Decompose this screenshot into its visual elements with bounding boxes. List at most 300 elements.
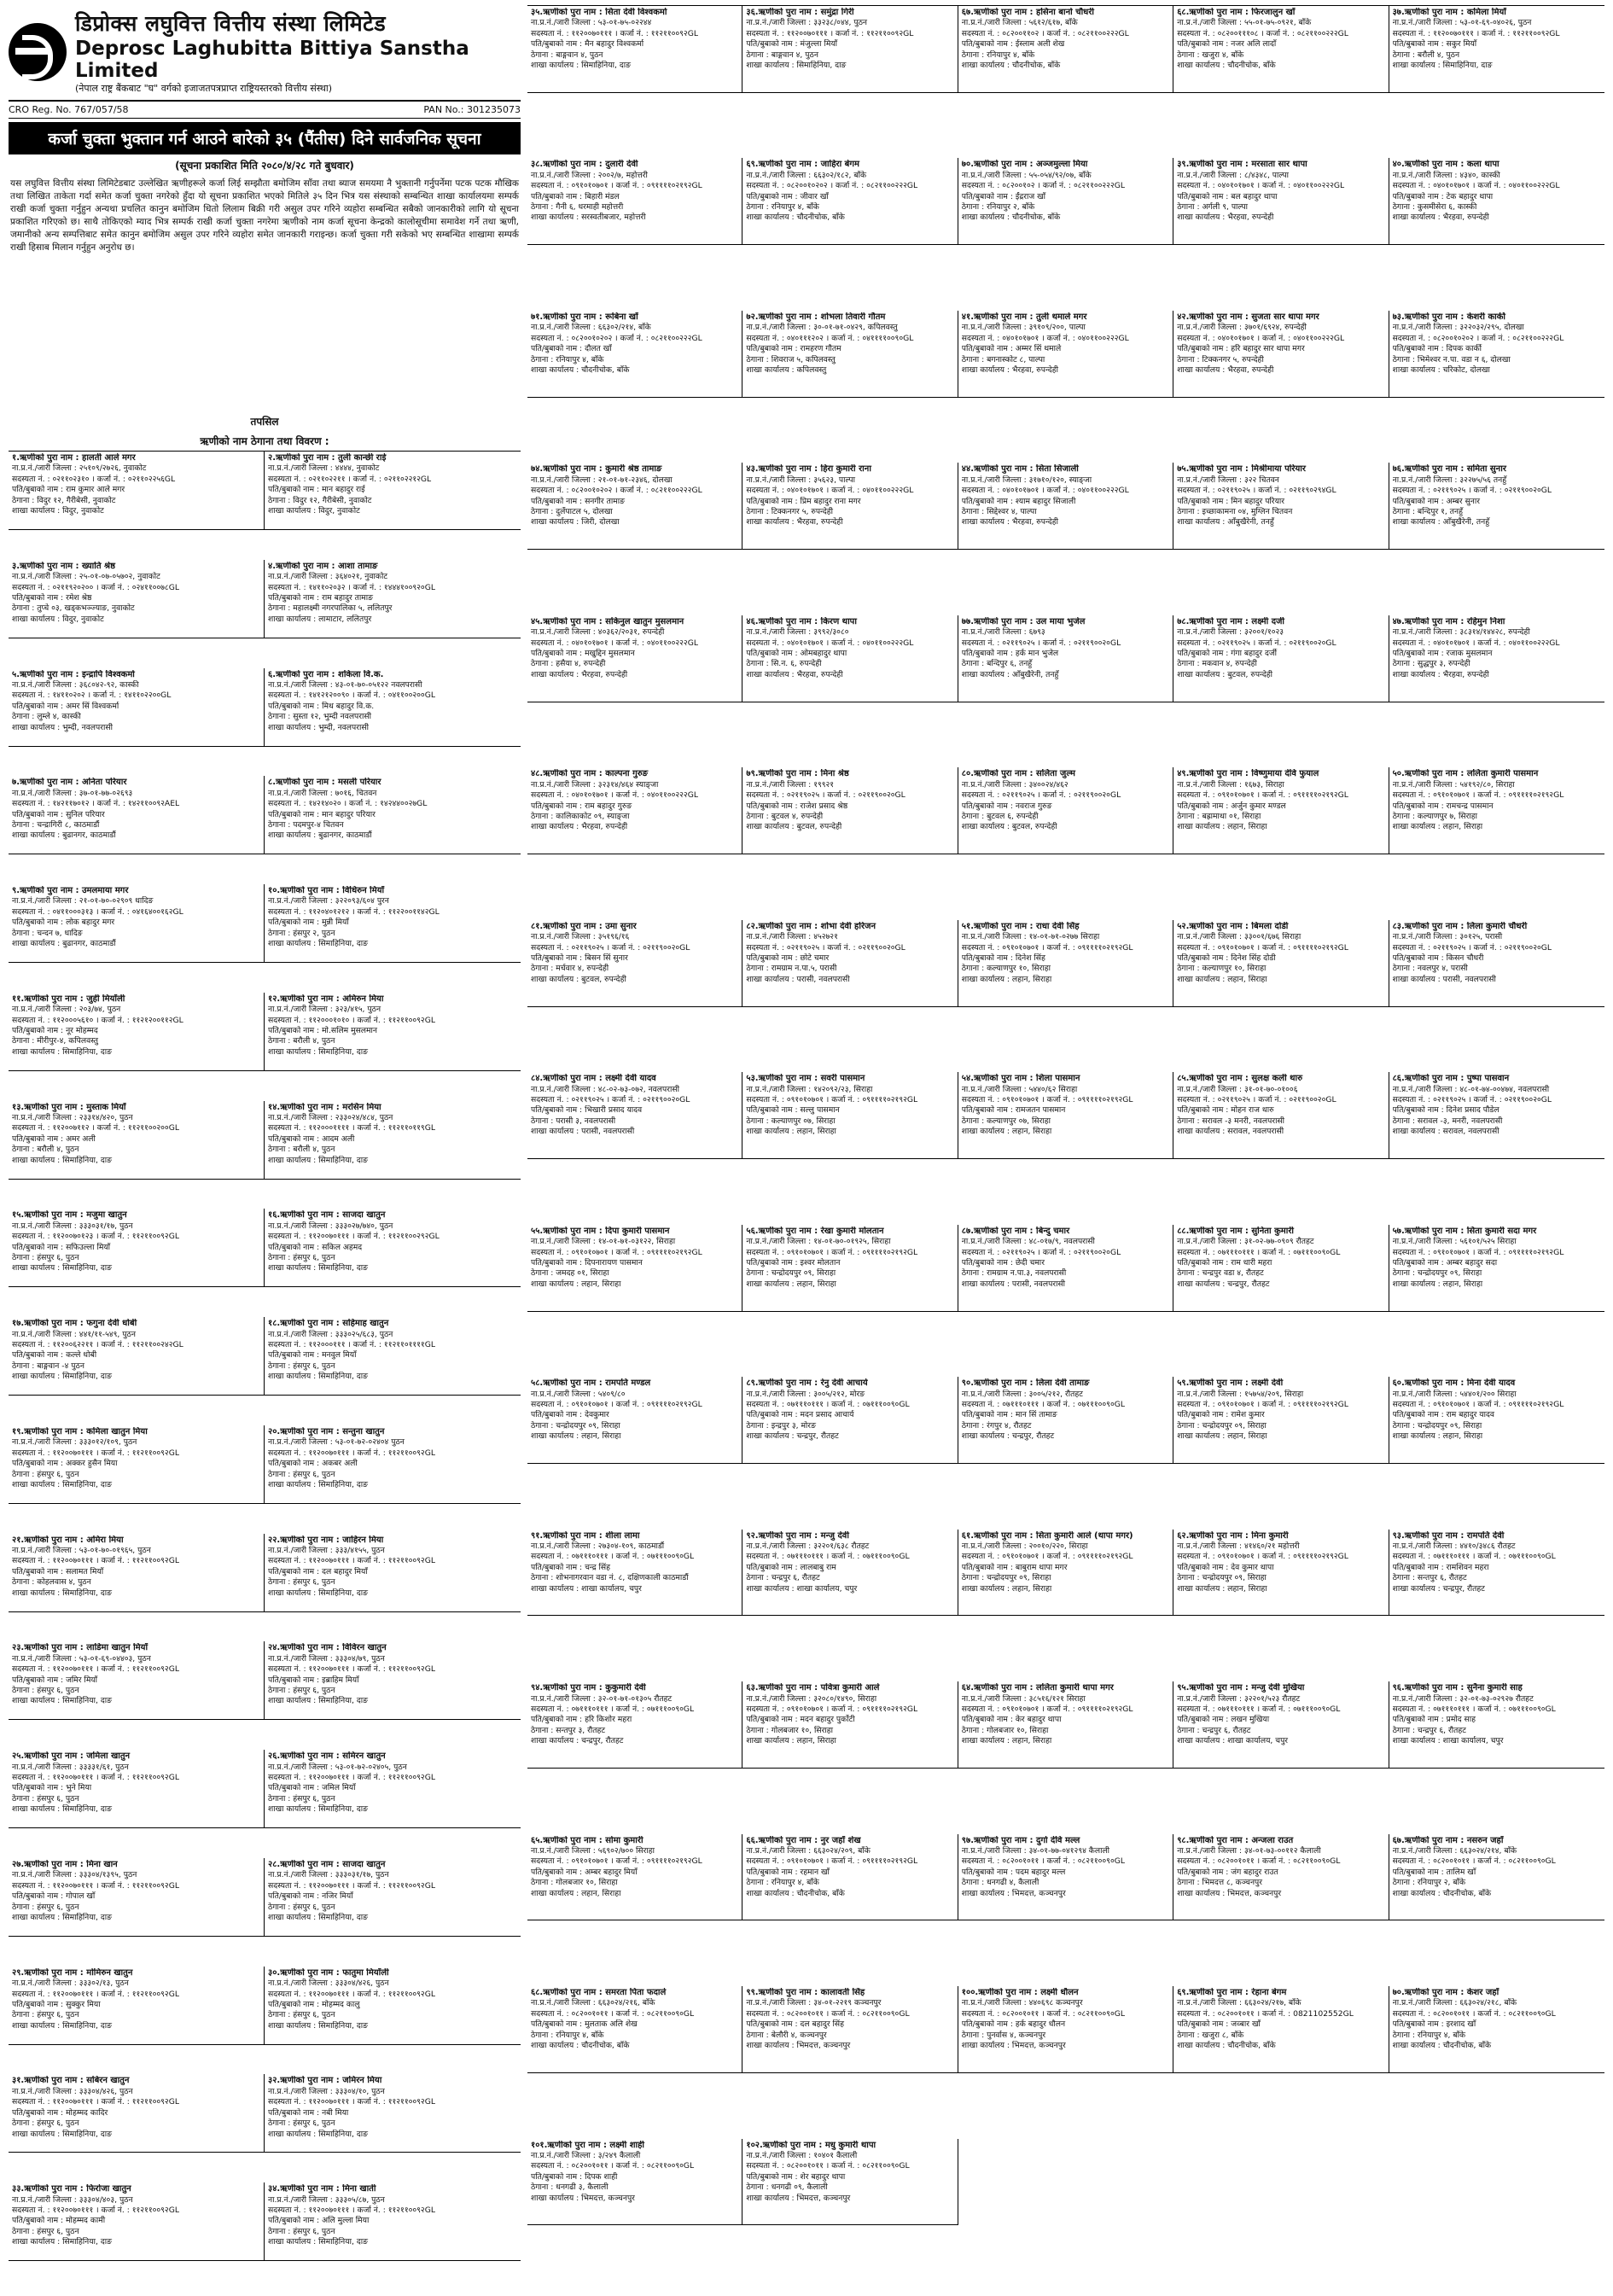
borrower-guardian: पति/बुबाको नाम : अलि मुल्ला मिया — [268, 2216, 370, 2226]
borrower-address2: ठेगाना : सि.न. ६, रुपन्देही — [746, 659, 822, 669]
borrower-office: शाखा कार्यालय : लहान, सिराहा — [531, 1888, 621, 1898]
borrower-address2: ठेगाना : रामग्राम न.पा.५, परासी — [746, 964, 837, 974]
borrower-name: ६८.ऋणीको पुरा नाम : फिरजालुन खाँ — [1177, 8, 1296, 17]
borrower-address2: ठेगाना : बन्दिपुर १, तनहुँ — [1392, 507, 1463, 516]
borrower-office: शाखा कार्यालय : सिमाहिनिया, दाङ — [12, 2129, 112, 2139]
borrower-address2: ठेगाना : अर्गली ९, पाल्पा — [1177, 202, 1248, 213]
borrower-entry — [9, 884, 265, 963]
borrower-address2: ठेगाना : चन्द्रोदयपुर ०९, सिराहा — [1392, 1420, 1482, 1431]
borrower-account: सदस्यता नं. : ०२११९०२५ । कर्जा नं. : ०२११९००२०GL — [961, 638, 1121, 648]
borrower-office: शाखा कार्यालय : सिमाहिनिया, दाङ — [531, 61, 631, 71]
borrower-guardian: पति/बुबाको नाम : देवकुमार — [531, 1410, 609, 1420]
borrower-address: ना.प्र.नं./जारी जिल्ला : ३०१२५, परासी — [1392, 932, 1503, 942]
borrower-name: ७०.ऋणीको पुरा नाम : केशर जहाँ — [1392, 1988, 1499, 1998]
borrower-office: शाखा कार्यालय : जिरी, दोलखा — [531, 517, 620, 527]
borrower-address: ना.प्र.नं./जारी जिल्ला : ३९९२/३०८० — [746, 627, 849, 638]
borrower-guardian: पति/बुबाको नाम : जंग बहादुर राउत — [1177, 1867, 1278, 1877]
borrower-account: सदस्यता नं. : ११२००७०१११ । कर्जा नं. : ११२११००९२GL — [746, 28, 914, 38]
borrower-address: ना.प्र.नं./जारी जिल्ला : ३२३१४/४६४ स्याङ्जा — [531, 779, 659, 790]
borrower-entry — [742, 463, 958, 550]
borrower-name: ३०.ऋणीको पुरा नाम : फातुमा मियाँली — [268, 1967, 389, 1978]
borrower-account: सदस्यता नं. : ०४०१०१७०१ । कर्जा नं. : ०४०११००२२२GL — [531, 638, 698, 648]
borrower-address: ना.प्र.नं./जारी जिल्ला : ३३३०२७/७४०, पुठन — [268, 1221, 393, 1231]
borrower-address: ना.प्र.नं./जारी जिल्ला : २५-०१-०७-०५७०२, नुवाकोट — [12, 572, 160, 582]
borrower-entry — [1389, 767, 1604, 854]
borrower-office: शाखा कार्यालय : सिमाहिनिया, दाङ — [12, 2237, 112, 2247]
borrower-account: सदस्यता नं. : ०४०१०१७०१ । कर्जा नं. : ०४०११००२२२GL — [746, 486, 914, 496]
borrower-guardian: पति/बुबाको नाम : बिसन सिं सुनार — [531, 953, 628, 963]
borrower-guardian: पति/बुबाको नाम : श्याम बहादुर सिजाली — [961, 496, 1076, 506]
borrower-guardian: पति/बुबाको नाम : ईंद्रराज खाँ — [961, 191, 1046, 201]
borrower-name: २२.ऋणीको पुरा नाम : जाहिरन मिया — [268, 1535, 384, 1545]
borrower-guardian: पति/बुबाको नाम : टेक बहादुर थापा — [1392, 191, 1494, 201]
borrower-account: सदस्यता नं. : ०२११९०२५ । कर्जा नं. : ०२११९००२०GL — [961, 1247, 1121, 1257]
borrower-guardian: पति/बुबाको नाम : नूर मोहम्मद — [12, 1026, 98, 1036]
borrower-name: ७३.ऋणीको पुरा नाम : केशरी कार्की — [1392, 312, 1505, 322]
borrower-entry — [742, 1834, 958, 1921]
registration-row — [9, 102, 521, 119]
borrower-address2: ठेगाना : बरौली ४, पुठन — [12, 1145, 79, 1155]
borrower-account: सदस्यता नं. : ०२११९०२५ । कर्जा नं. : ०२११९००२०GL — [1177, 1095, 1336, 1105]
borrower-address2: ठेगाना : शिवराज ५, कपिलवस्तु — [746, 354, 836, 364]
borrower-entry — [527, 615, 742, 702]
borrower-entry — [527, 1834, 742, 1921]
borrower-address2: ठेगाना : सुस्ता १२, भुम्दी नवलपरासी — [268, 712, 371, 722]
borrower-account: सदस्यता नं. : १४११०२०२ । कर्जा नं. : १४११०२२००GL — [12, 691, 172, 701]
borrower-office: शाखा कार्यालय : लहान, सिराहा — [1177, 974, 1267, 984]
borrower-name: ५०.ऋणीको पुरा नाम : ललिता कुमारी पासमान — [1392, 769, 1539, 779]
borrower-office: शाखा कार्यालय : सिमाहिनिया, दाङ — [268, 1696, 368, 1706]
borrower-address2: ठेगाना : बन्दिपुर ६, तनहुँ — [961, 659, 1033, 669]
borrower-address2: ठेगाना : धनगढी ०९, कैलाली — [746, 2182, 828, 2193]
borrower-entry — [1173, 1072, 1389, 1159]
borrower-guardian: पति/बुबाको नाम : इरशाद खाँ — [1392, 2019, 1476, 2030]
borrower-guardian: पति/बुबाको नाम : रामहरण गौतम — [746, 344, 841, 354]
borrower-office: शाखा कार्यालय : बुटवल, रुपन्देही — [531, 974, 626, 984]
borrower-address2: ठेगाना : दुर्लेपाटल ५, दोलखा — [531, 507, 613, 516]
borrower-guardian: पति/बुबाको नाम : अम्मर सिं थमाले — [961, 344, 1062, 354]
borrower-address: ना.प्र.नं./जारी जिल्ला : ५४४०/६२ सिराहा — [961, 1084, 1078, 1094]
borrower-account: सदस्यता नं. : ११२०००१११ । कर्जा नं. : ११२११०११११GL — [268, 1339, 435, 1349]
borrower-entry — [527, 2139, 742, 2226]
right-borrower-grid — [527, 5, 1604, 2291]
borrower-name: ८६.ऋणीको पुरा नाम : पुष्पा पासवान — [1392, 1074, 1510, 1084]
borrower-address: ना.प्र.नं./जारी जिल्ला : ५६१०१/५२५ सिराहा — [1392, 1237, 1517, 1247]
borrower-guardian: पति/बुबाको नाम : चन्द्र सिंह — [531, 1562, 611, 1572]
borrower-address2: ठेगाना : चन्द्रपुर वडा ४, रौतहट — [1177, 1268, 1264, 1279]
borrower-office: शाखा कार्यालय : लहान, सिराहा — [531, 1431, 621, 1442]
borrower-address2: ठेगाना : हंसपुर ६, पुठन — [12, 2010, 79, 2020]
borrower-account: सदस्यता नं. : ११२००७०१११ । कर्जा नं. : ११२११००९२GL — [268, 1448, 435, 1458]
borrower-entry — [1389, 1377, 1604, 1464]
borrower-address2: ठेगाना : चन्द्रागिरी ८, काठमाडौं — [12, 819, 100, 830]
borrower-office: शाखा कार्यालय : लहान, सिराहा — [1177, 1431, 1267, 1442]
borrower-name: ३५.ऋणीको पुरा नाम : सिता देवी विश्वकर्मा — [531, 8, 667, 17]
borrower-guardian: पति/बुबाको नाम : पदम बहादुर मल्ल — [961, 1867, 1066, 1877]
borrower-entry — [742, 1986, 958, 2073]
borrower-address2: ठेगाना : बह्रामाथा ०१, सिराहा — [1177, 811, 1261, 821]
borrower-account: सदस्यता नं. : ०४०१०१७०१ । कर्जा नं. : ०४०११००२२२GL — [1392, 638, 1560, 648]
borrower-account: सदस्यता नं. : ११२००७०१११ । कर्जा नं. : ११२११००९२GL — [268, 1556, 435, 1566]
borrower-guardian: पति/बुबाको नाम : मोहम्मद कामी — [12, 2216, 106, 2226]
borrower-address2: ठेगाना : चन्द्रोदयपुर ०९, सिराहा — [961, 1573, 1051, 1583]
borrower-account: सदस्यता नं. : ०९१०१०७०१ । कर्जा नं. : ०९११११०२१९२GL — [961, 1095, 1133, 1105]
borrower-guardian: पति/बुबाको नाम : ईस्लाम अली शेख — [961, 39, 1065, 50]
borrower-office: शाखा कार्यालय : चरिकोट, दोलखा — [1392, 364, 1490, 375]
borrower-office: शाखा कार्यालय : लहान, सिराहा — [961, 1583, 1052, 1594]
borrower-address: ना.प्र.नं./जारी जिल्ला : ३३००१/६७६ सिराहा — [1177, 932, 1301, 942]
borrower-name: ६३.ऋणीको पुरा नाम : पवित्रा कुमारी आले — [746, 1683, 880, 1693]
borrower-guardian: पति/बुबाको नाम : शेर बहादुर थापा — [746, 2171, 846, 2182]
borrower-address2: ठेगाना : टिक्कनगर ५, रुपन्देही — [746, 507, 834, 516]
borrower-address2: ठेगाना : हंसपुर ६, पुठन — [12, 2118, 79, 2129]
borrower-address: ना.प्र.नं./जारी जिल्ला : ३२००१/१०२३ — [1177, 627, 1284, 638]
borrower-address2: ठेगाना : चन्द्रोदयपुर ०९, सिराहा — [746, 1268, 836, 1279]
borrower-name: ७४.ऋणीको पुरा नाम : कुमारी श्रेष्ठ तामाङ — [531, 464, 662, 475]
borrower-name: ८३.ऋणीको पुरा नाम : लिला कुमारी चौधरी — [1392, 921, 1528, 931]
borrower-guardian: पति/बुबाको नाम : सकुर मियाँ — [1392, 39, 1477, 50]
borrower-address: ना.प्र.नं./जारी जिल्ला : १४-०१-७१-०३१२२, सिराहा — [531, 1237, 676, 1247]
borrower-office: शाखा कार्यालय : भैरहवा, रुपन्देही — [1392, 669, 1489, 679]
borrower-guardian: पति/बुबाको नाम : जमिर मियाँ — [12, 1675, 98, 1685]
borrower-guardian: पति/बुबाको नाम : अमर अली — [12, 1133, 96, 1144]
borrower-name: ७७.ऋणीको पुरा नाम : उल माया भुजेल — [961, 616, 1086, 626]
borrower-address2: ठेगाना : हसैया ४, रुपन्देही — [531, 659, 606, 669]
borrower-office: शाखा कार्यालय : लहान, सिराहा — [961, 1127, 1052, 1137]
borrower-address2: ठेगाना : कुसमीसेरा ६, कास्की — [1392, 202, 1477, 213]
borrower-account: सदस्यता नं. : ०४०१०१७०१ । कर्जा नं. : ०४०११००२२२GL — [1177, 181, 1345, 191]
borrower-address2: ठेगाना : बगनास्कोट ८, पाल्पा — [961, 354, 1045, 364]
borrower-address2: ठेगाना : कल्याणपुर ७, सिराहा — [1392, 811, 1478, 821]
borrower-account: सदस्यता नं. : ०८२००१०११ । कर्जा नं. : ०८२११००९०GL — [531, 2161, 695, 2171]
borrower-address2: ठेगाना : हंसपुर ६, पुठन — [12, 1686, 79, 1696]
borrower-address: ना.प्र.नं./जारी जिल्ला : ३२३/४१५, पुठन — [268, 1005, 381, 1015]
borrower-address: ना.प्र.नं./जारी जिल्ला : ५४१९२/८०, सिराहा — [1392, 779, 1515, 790]
borrower-account: सदस्यता नं. : ११२००७०१११ । कर्जा नं. : ११२११००९२GL — [12, 1556, 179, 1566]
borrower-entry — [265, 884, 521, 963]
borrower-address2: ठेगाना : गैनी ६, धरमाही महोत्तरी — [531, 202, 624, 213]
borrower-name: ५.ऋणीको पुरा नाम : इन्द्रापि विश्वकर्मा — [12, 669, 135, 679]
borrower-address: ना.प्र.नं./जारी जिल्ला : ३२-०१-७१-०१३०५ रौतहट — [531, 1693, 673, 1704]
borrower-name: २३.ऋणीको पुरा नाम : लाडिमा खातुन मियाँ — [12, 1643, 148, 1653]
borrower-name: ७२.ऋणीको पुरा नाम : शोभला तिवारी गौतम — [746, 312, 886, 322]
borrower-office: शाखा कार्यालय : लहान, सिराहा — [746, 1127, 836, 1137]
borrower-address2: ठेगाना : हंसपुर ६, पुठन — [268, 1469, 335, 1479]
borrower-address: ना.प्र.नं./जारी जिल्ला : २५१०९/२७२६, नुवाकोट — [12, 463, 147, 474]
borrower-account: सदस्यता नं. : ०८२००१०११ । कर्जा नं. : ०८२११००९०GL — [1392, 1856, 1556, 1867]
borrower-entry — [1389, 6, 1604, 93]
borrower-guardian: पति/बुबाको नाम : मान बहादुर राई — [268, 485, 365, 495]
borrower-guardian: पति/बुबाको नाम : तालिम खाँ — [1392, 1867, 1476, 1877]
borrower-name: ५४.ऋणीको पुरा नाम : शिला पासमान — [961, 1074, 1080, 1084]
borrower-entry — [9, 776, 265, 854]
borrower-entry — [1389, 1072, 1604, 1159]
borrower-account: सदस्यता नं. : ०८२००१०११ । कर्जा नं. : 0821102552GL — [1177, 2008, 1354, 2019]
borrower-office: शाखा कार्यालय : सिमाहिनिया, दाङ — [12, 1155, 112, 1165]
borrower-entry — [265, 1750, 521, 1828]
borrower-address2: ठेगाना : बाङ्गवान ४, पुठन — [746, 50, 818, 60]
borrower-account: सदस्यता नं. : ११२००७०१११ । कर्जा नं. : ११२११००९२GL — [12, 1880, 179, 1891]
borrower-guardian: पति/बुबाको नाम : मुन्नी मियाँ — [268, 918, 349, 928]
borrower-account: सदस्यता नं. : ०२११९०२५ । कर्जा नं. : ०२११९००२०GL — [746, 942, 905, 953]
borrower-office: शाखा कार्यालय : बुटवल, रुपन्देही — [746, 822, 842, 832]
borrower-address2: ठेगाना : चन्द्रपुर ६, रौतहट — [1177, 1725, 1251, 1735]
borrower-address2: ठेगाना : धनगढी ४, कैलाली — [961, 1878, 1039, 1888]
borrower-address: ना.प्र.नं./जारी जिल्ला : ६६३०२४/२१८, बाँके — [1392, 1998, 1517, 2008]
borrower-account: सदस्यता नं. : ०८२००१०११ । कर्जा नं. : ०८२११००९०GL — [961, 2008, 1125, 2019]
borrower-guardian: पति/बुबाको नाम : प्रिम बहादुर राना मगर — [746, 496, 861, 506]
borrower-office: शाखा कार्यालय : लहान, सिराहा — [746, 1736, 836, 1746]
borrower-address2: ठेगाना : पदमपुर-४ चितवन — [268, 819, 344, 830]
borrower-entry — [527, 1072, 742, 1159]
borrower-address: ना.प्र.नं./जारी जिल्ला : ४४१/११-५४९, पुठन — [12, 1329, 136, 1339]
borrower-office: शाखा कार्यालय : विदुर, नुवाकोट — [268, 506, 360, 516]
borrower-name: ९०.ऋणीको पुरा नाम : लिला देवी तामाङ — [961, 1378, 1090, 1389]
borrower-name: ८.ऋणीको पुरा नाम : मसली परियार — [268, 778, 381, 788]
org-logo-icon — [9, 23, 67, 81]
borrower-guardian: पति/बुबाको नाम : दिनेश सिंह दोडी — [1177, 953, 1276, 963]
borrower-office: शाखा कार्यालय : आँबुखैरेनी, तनहुँ — [1392, 517, 1490, 527]
borrower-address2: ठेगाना : हंसपुर ६, पुठन — [12, 1793, 79, 1804]
borrower-guardian: पति/बुबाको नाम : हर्क मान भुजेल — [961, 649, 1059, 659]
borrower-address: ना.प्र.नं./जारी जिल्ला : ५४४०१/२०० सिराहा — [1392, 1389, 1517, 1399]
borrower-address2: ठेगाना : चन्द्रोदयपुर ०९, सिराहा — [1177, 1573, 1267, 1583]
borrower-entry — [742, 6, 958, 93]
borrower-address2: ठेगाना : रनियापुर ४, बाँके — [1392, 2030, 1466, 2040]
borrower-address: ना.प्र.नं./जारी जिल्ला : ६६३०२४/२१७, बाँके — [1177, 1998, 1301, 2008]
borrower-guardian: पति/बुबाको नाम : मंजुल्ला मियाँ — [746, 39, 838, 50]
borrower-account: सदस्यता नं. : ०७१११०१११ । कर्जा नं. : ०७१११००९०GL — [1392, 1552, 1556, 1562]
borrower-address: ना.प्र.नं./जारी जिल्ला : ३४-०१-२२१९ कञ्चनपुर — [746, 1998, 882, 2008]
borrower-guardian: पति/बुबाको नाम : हरि बहादुर सार थापा मगर — [1177, 344, 1305, 354]
borrower-guardian: पति/बुबाको नाम : दिनेश प्रसाद पौडेल — [1392, 1105, 1499, 1116]
borrower-address2: ठेगाना : बुटवल ६, रुपन्देही — [961, 811, 1039, 821]
borrower-guardian: पति/बुबाको नाम : मान सिं तामाङ — [961, 1410, 1057, 1420]
borrower-name: ४१.ऋणीको पुरा नाम : तुली थमाले मगर — [961, 312, 1087, 322]
borrower-name: ६०.ऋणीको पुरा नाम : मिना देवी यादव — [1392, 1378, 1516, 1389]
borrower-name: ६९.ऋणीको पुरा नाम : जाहिरा बेगम — [746, 160, 860, 170]
borrower-account: सदस्यता नं. : ०८२००१०२०२ । कर्जा नं. : ०८२११००२२२GL — [746, 181, 918, 191]
borrower-entry — [742, 1072, 958, 1159]
borrower-guardian: पति/बुबाको नाम : जमिल मियाँ — [268, 1783, 356, 1793]
borrower-guardian: पति/बुबाको नाम : दिपनारायण पासमान — [531, 1257, 643, 1267]
borrower-entry — [958, 1377, 1173, 1464]
borrower-office: शाखा कार्यालय : लहान, सिराहा — [1392, 1279, 1483, 1289]
borrower-name: ६९.ऋणीको पुरा नाम : रेहाना बेगम — [1177, 1988, 1287, 1998]
borrower-entry — [1173, 1681, 1389, 1769]
borrower-guardian: पति/बुबाको नाम : इश्वर मोलतान — [746, 1257, 841, 1267]
borrower-account: सदस्यता नं. : ११२०००५६१० । कर्जा नं. : ११२१२००११२GL — [12, 1015, 183, 1025]
borrower-office: शाखा कार्यालय : चौदनीचोक, बाँके — [961, 61, 1061, 71]
borrower-address: ना.प्र.नं./जारी जिल्ला : ३३३०४/४२६, पुठन — [268, 1978, 389, 1989]
borrower-office: शाखा कार्यालय : बुढानगर, काठमाडौं — [12, 939, 116, 949]
borrower-guardian: पति/बुबाको नाम : मिन बहादुर परियार — [1177, 496, 1285, 506]
borrower-entry — [527, 920, 742, 1007]
borrower-address: ना.प्र.नं./जारी जिल्ला : ३२२०१/५२३ रौतहट — [1177, 1693, 1301, 1704]
borrower-address2: ठेगाना : चन्द्रोदयपुर ०९, सिराहा — [1177, 1420, 1267, 1431]
borrower-entry — [742, 1377, 958, 1464]
borrower-guardian: पति/बुबाको नाम : किसन चौधरी — [1392, 953, 1484, 963]
publish-date: (सूचना प्रकाशित मिति २०८०/४/२८ गते बुधवार) — [175, 160, 354, 172]
borrower-name: १.ऋणीको पुरा नाम : हालती आले मगर — [12, 453, 136, 463]
borrower-name: ९५.ऋणीको पुरा नाम : मन्जु देवी मुखिया — [1177, 1683, 1305, 1693]
borrower-entry — [958, 311, 1173, 398]
borrower-entry — [958, 1834, 1173, 1921]
borrower-name: १५.ऋणीको पुरा नाम : मजुमा खातुन — [12, 1210, 127, 1221]
borrower-account: सदस्यता नं. : ०४०१०१७०१ । कर्जा नं. : ०४०११००२२२GL — [1392, 181, 1560, 191]
borrower-name: ९१.ऋणीको पुरा नाम : शीला लामा — [531, 1530, 640, 1541]
borrower-office: शाखा कार्यालय : सिमाहिनिया, दाङ — [268, 1372, 368, 1382]
borrower-address: ना.प्र.नं./जारी जिल्ला : २३३०२४/४८४, पुठन — [268, 1112, 393, 1122]
borrower-address: ना.प्र.नं./जारी जिल्ला : ४५२७२१ — [746, 932, 838, 942]
borrower-office: शाखा कार्यालय : चौदनीचोक, बाँके — [1177, 2041, 1276, 2051]
borrower-entry — [265, 776, 521, 854]
borrower-entry — [265, 668, 521, 747]
borrower-address: ना.प्र.नं./जारी जिल्ला : ५३-०१-७२-०२४०५, पुठन — [268, 1762, 407, 1772]
borrower-name: ३१.ऋणीको पुरा नाम : सबिरन खातुन — [12, 2076, 130, 2086]
borrower-guardian: पति/बुबाको नाम : राम धारी महरा — [1177, 1257, 1272, 1267]
borrower-address: ना.प्र.नं./जारी जिल्ला : ३३३०३१/१७, पुठन — [12, 1221, 133, 1231]
borrower-address2: ठेगाना : कोहलवास ४, पुठन — [12, 1577, 91, 1588]
borrower-address: ना.प्र.नं./जारी जिल्ला : ८/४३४८, पाल्पा — [1177, 170, 1289, 180]
borrower-address: ना.प्र.नं./जारी जिल्ला : ४४४४, नुवाकोट — [268, 463, 380, 474]
borrower-address: ना.प्र.नं./जारी जिल्ला : ३७-०१-७७-०२६९३ — [12, 788, 133, 798]
borrower-entry — [958, 1986, 1173, 2073]
borrower-office: शाखा कार्यालय : भुम्दी, नवलपरासी — [12, 722, 113, 732]
borrower-address2: ठेगाना : खजुरा ८, बाँके — [1177, 2030, 1244, 2040]
borrower-address: ना.प्र.नं./जारी जिल्ला : २००१०/२२०, सिराहा — [961, 1541, 1088, 1552]
borrower-account: सदस्यता नं. : ०४०१०१७०१ । कर्जा नं. : ०४०११००२२२GL — [961, 486, 1129, 496]
borrower-address2: ठेगाना : भिमेश्वर न.पा. वडा न ६, दोलखा — [1392, 354, 1511, 364]
borrower-name: ९३.ऋणीको पुरा नाम : रामपति देवी — [1392, 1530, 1505, 1541]
borrower-office: शाखा कार्यालय : भैरहवा, रुपन्देही — [531, 822, 628, 832]
borrower-account: सदस्यता नं. : ०९१०१०७०१ । कर्जा नं. : ०९११११०२१९२GL — [961, 942, 1133, 953]
borrower-name: ९९.ऋणीको पुरा नाम : कालावती सिंह — [746, 1988, 865, 1998]
borrower-account: सदस्यता नं. : ०२११०२२११ । कर्जा नं. : ०२११०२२१२GL — [268, 474, 432, 484]
borrower-address2: ठेगाना : टिक्कनगर ५, रुपन्देही — [1177, 354, 1264, 364]
borrower-entry — [742, 2139, 958, 2226]
borrower-guardian: पति/बुबाको नाम : सफिउल्ला मियाँ — [12, 1242, 111, 1252]
borrower-address2: ठेगाना : कल्याणपुर १०, सिराहा — [961, 964, 1051, 974]
borrower-address2: ठेगाना : हंसपुर ६, पुठन — [268, 2118, 335, 2129]
borrower-address2: ठेगाना : सन्तपुर ६, रौतहट — [1392, 1573, 1467, 1583]
borrower-address2: ठेगाना : मीरीपुर-४, कपिलवस्तु — [12, 1036, 99, 1046]
borrower-address: ना.प्र.नं./जारी जिल्ला : ३५१९६/१६ — [531, 932, 630, 942]
borrower-entry — [527, 1681, 742, 1769]
borrower-name: १७.ऋणीको पुरा नाम : फगुना देवी धोबी — [12, 1319, 137, 1329]
org-header — [9, 5, 521, 102]
borrower-name: ८१.ऋणीको पुरा नाम : उमा सुनार — [531, 921, 637, 931]
intro-paragraph: यस लघुवित्त वित्तीय संस्था लिमिटेडबाट उल्लेखित ऋणीहरूले कर्जा लिई सम्झौता बमोजिम साँवा तथा ब्याज समयमा नै भुक्तानी गर्नुपर्नेमा पटक पटक मौखिक तथा लिखित ताकेता गर्दा समेत कर्जा चुक्ता नगरेको हुँदा यो सूचना प्रकाशित भएको मितिले ३५ दिन भित्र यस संस्थाको सम्बन्धित शाखा कार्यालयमा सम्पर्क राखी कर्जा चुक्ता गर्नुहुन अन्यथा प्रचलित कानुन बमोजिम धितो लिलाम बिक्री गरी असुल उपर गरिने व्यहोरा सम्बन्धित सबैको जानकारीको लागि यो सूचना प्रकाशित गरिएको छ। साथै तोकिएको म्याद भित्र सम्पर्क राखी कर्जा चुक्ता नगरेमा ऋणीको नाम कर्जा सूचना केन्द्रको कालोसूचीमा समावेश गर्ने तथा ऋणी, जमानीको अन्य सम्पत्तिबाट समेत कानुन बमोजिम असुल उपर गरिने व्यहोरा समेत जानकारी गराइन्छ। कर्जा चुक्ता गरी सकेको भए सम्बन्धित शाखामा सम्पर्क राखी हिसाब मिलान गर्नुहुन अनुरोध छ। — [10, 178, 519, 253]
borrower-account: सदस्यता नं. : ०२११०२३१० । कर्जा नं. : ०२११०२२५६GL — [12, 474, 176, 484]
borrower-account: सदस्यता नं. : ०२११९०२५ । कर्जा नं. : ०२११९००२०GL — [1392, 486, 1552, 496]
borrower-name: ३३.ऋणीको पुरा नाम : फिरोजा खातुन — [12, 2184, 131, 2194]
borrower-entry — [1389, 1530, 1604, 1617]
borrower-office: शाखा कार्यालय : भिमदत्त, कञ्चनपुर — [961, 1888, 1066, 1898]
borrower-office: शाखा कार्यालय : भैरहवा, रुपन्देही — [746, 517, 843, 527]
borrower-address2: ठेगाना : रनियापुर ४, बाँके — [531, 2030, 604, 2040]
borrower-guardian: पति/बुबाको नाम : केर बहादुर थापा — [961, 1715, 1062, 1725]
borrower-entry — [527, 311, 742, 398]
borrower-account: सदस्यता नं. : ०८२००१०२ । कर्जा नं. : ०८२११००२२२GL — [961, 181, 1125, 191]
borrower-guardian: पति/बुबाको नाम : दल बहादुर सिंह — [746, 2019, 845, 2030]
borrower-guardian: पति/बुबाको नाम : ओमबहादुर थापा — [746, 649, 847, 659]
borrower-name: ९८.ऋणीको पुरा नाम : अन्जला राउत — [1177, 1835, 1294, 1845]
borrower-entry — [958, 158, 1173, 245]
borrower-address: ना.प्र.नं./जारी जिल्ला : ३७०१/६९२४, रुपन्देही — [1177, 323, 1307, 333]
borrower-address: ना.प्र.नं./जारी जिल्ला : २१-०१-७१-२३४६, दोलखा — [531, 475, 673, 485]
borrower-office: शाखा कार्यालय : सिमाहिनिया, दाङ — [268, 1588, 368, 1598]
borrower-address: ना.प्र.नं./जारी जिल्ला : ६७९३ — [961, 627, 1045, 638]
borrower-office: शाखा कार्यालय : चन्द्रपुर, रौतहट — [961, 1431, 1055, 1442]
borrower-entry — [1389, 158, 1604, 245]
borrower-entry — [1389, 1681, 1604, 1769]
borrower-entry — [9, 1534, 265, 1612]
borrower-office: शाखा कार्यालय : कपिलवस्तु — [746, 364, 827, 375]
borrower-office: शाखा कार्यालय : सिमाहिनिया, दाङ — [268, 1046, 368, 1057]
borrower-name: ८५.ऋणीको पुरा नाम : सुलक्ष कली थारु — [1177, 1074, 1303, 1084]
borrower-address: ना.प्र.नं./जारी जिल्ला : ४०३६२/२०३१, रुपन्देही — [531, 627, 665, 638]
borrower-guardian: पति/बुबाको नाम : सुक्कुर मिया — [12, 1999, 101, 2009]
borrower-account: सदस्यता नं. : ०७१११०१११ । कर्जा नं. : ०७१११००९०GL — [961, 1400, 1125, 1409]
borrower-office: शाखा कार्यालय : सरावल, नवलपरासी — [1392, 1127, 1499, 1137]
borrower-entry — [958, 920, 1173, 1007]
borrower-guardian: पति/बुबाको नाम : छेदी चमार — [961, 1257, 1045, 1267]
borrower-address: ना.प्र.नं./जारी जिल्ला : ३३३०४/४२६, पुठन — [12, 2086, 133, 2096]
borrower-address: ना.प्र.नं./जारी जिल्ला : ३०-०१-७१-०४२९, कपिलवस्तु — [746, 323, 898, 333]
borrower-office: शाखा कार्यालय : भैरहवा, रुपन्देही — [1177, 213, 1274, 223]
borrower-guardian: पति/बुबाको नाम : मोहम्मद कालु — [268, 1999, 360, 2009]
borrower-address: ना.प्र.नं./जारी जिल्ला : ३३३०४/१०, पुठन — [268, 2086, 385, 2096]
borrower-address: ना.प्र.नं./जारी जिल्ला : ३२२७५/५६ तनहुँ — [1392, 475, 1507, 485]
borrower-account: सदस्यता नं. : ०९१०१०७०१ । कर्जा नं. : ०९११११०२१९२GL — [961, 1552, 1133, 1562]
borrower-entry — [958, 1681, 1173, 1769]
borrower-name: ८०.ऋणीको पुरा नाम : सलिता जुल्म — [961, 769, 1076, 779]
borrower-office: शाखा कार्यालय : सिमाहिनिया, दाङ — [268, 1912, 368, 1922]
borrower-guardian: पति/बुबाको नाम : बिहारी मंडल — [531, 191, 620, 201]
borrower-guardian: पति/बुबाको नाम : छोटे चमार — [746, 953, 830, 963]
borrower-guardian: पति/बुबाको नाम : भिखारी प्रसाद यादव — [531, 1105, 643, 1116]
borrower-name: ५६.ऋणीको पुरा नाम : रेखा कुमारी मोलतान — [746, 1226, 884, 1236]
borrower-guardian: पति/बुबाको नाम : अमर सिं विश्वकर्मा — [12, 701, 119, 711]
borrower-address: ना.प्र.नं./जारी जिल्ला : ५५-०१-७५-०९२१, बाँके — [1177, 18, 1312, 28]
borrower-address: ना.प्र.नं./जारी जिल्ला : ३२२ चितवन — [1177, 475, 1279, 485]
left-borrower-grid — [9, 451, 521, 2291]
borrower-address2: ठेगाना : कालिकाकोट ०९, स्याङ्जा — [531, 811, 630, 821]
borrower-office: शाखा कार्यालय : सिमाहिनिया, दाङ — [12, 2020, 112, 2031]
borrower-address: ना.प्र.नं./जारी जिल्ला : १६७३, सिराहा — [1177, 779, 1284, 790]
borrower-account: सदस्यता नं. : १४२१४०२० । कर्जा नं. : १४२४४००२७GL — [268, 799, 428, 809]
borrower-office: शाखा कार्यालय : लहान, सिराहा — [1392, 1431, 1483, 1442]
borrower-office: शाखा कार्यालय : भैरहवा, रुपन्देही — [961, 364, 1058, 375]
borrower-address: ना.प्र.नं./जारी जिल्ला : ३३३०४/४०३, पुठन — [12, 2194, 133, 2205]
borrower-guardian: पति/बुबाको नाम : रजाक मुसलमान — [1392, 649, 1493, 659]
borrower-name: १०२.ऋणीको पुरा नाम : मधु कुमारी थापा — [746, 2140, 876, 2150]
borrower-name: २७.ऋणीको पुरा नाम : मिना खान — [12, 1859, 118, 1869]
borrower-guardian: पति/बुबाको नाम : मोहन राज थारु — [1177, 1105, 1274, 1116]
borrower-office: शाखा कार्यालय : विदुर, नुवाकोट — [12, 614, 104, 624]
borrower-office: शाखा कार्यालय : सिमाहिनिया, दाङ — [268, 1804, 368, 1815]
borrower-address: ना.प्र.नं./जारी जिल्ला : १९९२१ — [746, 779, 835, 790]
borrower-name: २.ऋणीको पुरा नाम : तुली कान्छी राई — [268, 453, 387, 463]
borrower-account: सदस्यता नं. : ०८२००१०२०२ । कर्जा नं. : ०८२११००२२२GL — [531, 333, 702, 343]
borrower-name: ८८.ऋणीको पुरा नाम : सुनिता कुमारी — [1177, 1226, 1295, 1236]
borrower-account: सदस्यता नं. : ११२००७०१११ । कर्जा नं. : ११२११००९२GL — [12, 2097, 179, 2107]
borrower-entry — [265, 1858, 521, 1937]
borrower-guardian: पति/बुबाको नाम : मुलताक अलि शेख — [531, 2019, 638, 2030]
borrower-address: ना.प्र.नं./जारी जिल्ला : ४८-०१७/९, नवलपरासी — [961, 1237, 1095, 1247]
borrower-account: सदस्यता नं. : ०७१११०१११ । कर्जा नं. : ०७१११००९०GL — [531, 1552, 695, 1562]
